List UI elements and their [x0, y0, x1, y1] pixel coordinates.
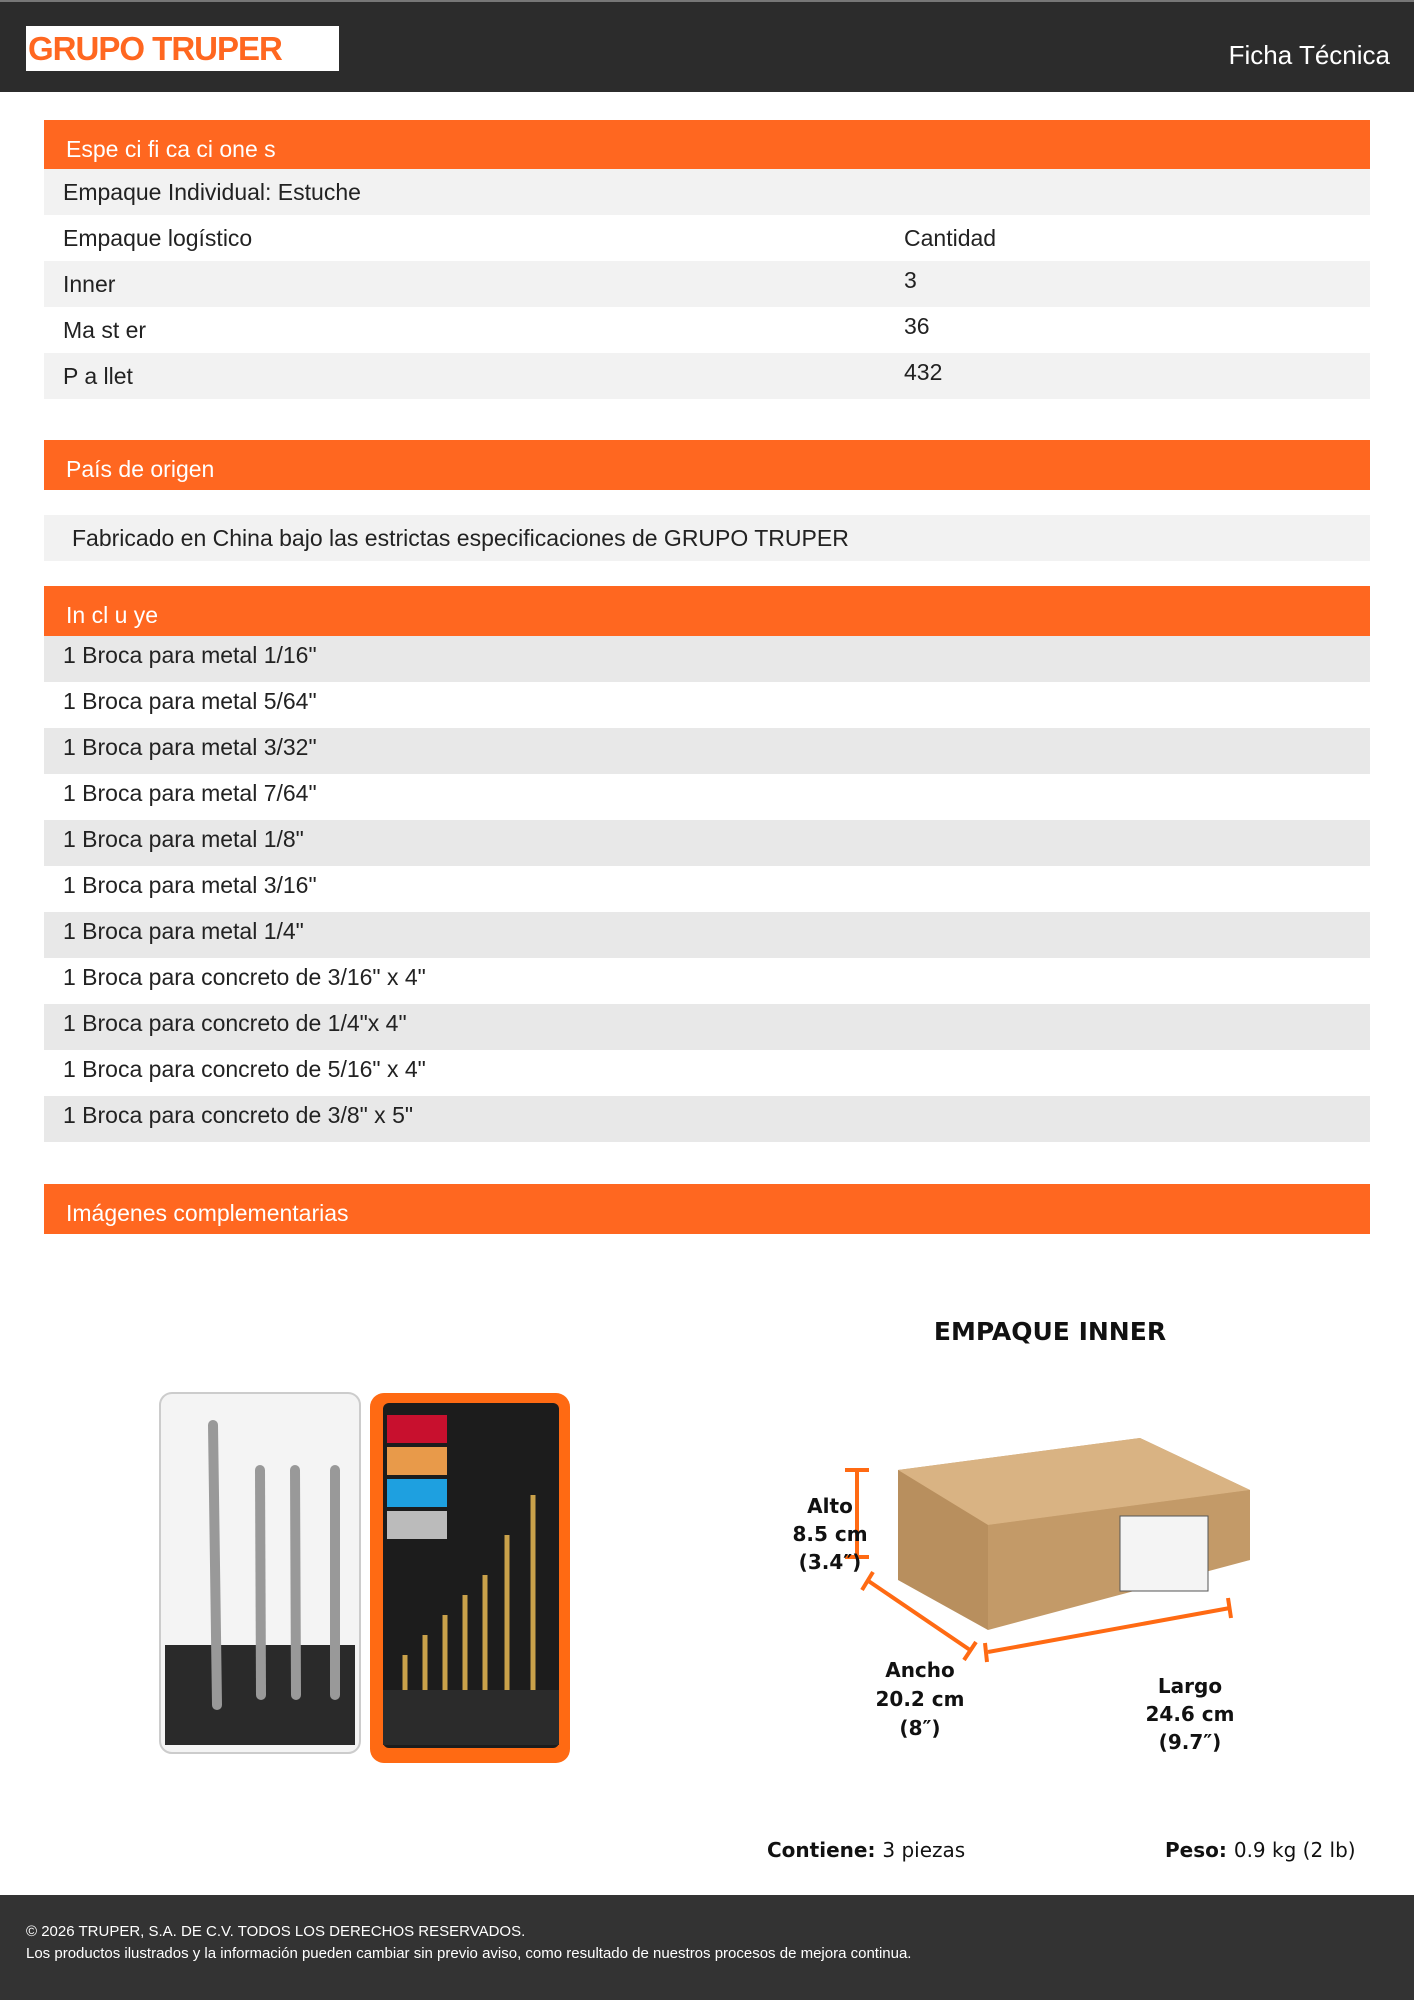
spec-value: 3: [904, 267, 917, 293]
spec-individual: [44, 169, 1370, 215]
spec-value: 36: [904, 313, 930, 339]
footer-notice: Los productos ilustrados y la información pueden cambiar sin previo aviso, como resultado de nuestros procesos de mejora continua.: [26, 1945, 912, 1962]
include-item: 1 Broca para concreto de 3/8" x 5": [44, 1096, 1370, 1142]
spec-label: Inner: [63, 271, 116, 297]
alto-in: (3.4″): [798, 1550, 862, 1574]
logistic-label: Empaque logístico: [63, 225, 253, 251]
section-header-origin: País de origen: [44, 440, 1370, 490]
peso-value: 0.9 kg (2 lb): [1233, 1838, 1356, 1862]
alto-label: [770, 1492, 890, 1576]
contiene-text: [767, 1836, 965, 1864]
spec-label: Ma st er: [63, 317, 147, 343]
include-item: 1 Broca para metal 1/16": [44, 636, 1370, 682]
peso-label: Peso:: [1165, 1838, 1227, 1862]
include-item: 1 Broca para metal 5/64": [63, 688, 317, 714]
origin-text: Fabricado en China bajo las estrictas especificaciones de GRUPO TRUPER: [44, 515, 1370, 561]
include-item: 1 Broca para concreto de 3/16" x 4": [63, 964, 426, 990]
spec-label: P a llet: [63, 363, 133, 389]
spec-individual-text: Empaque Individual: Estuche: [63, 179, 361, 205]
include-item: [44, 1142, 1370, 1188]
ancho-title: Ancho: [885, 1658, 955, 1682]
spec-value: 432: [904, 359, 943, 385]
alto-cm: 8.5 cm: [792, 1522, 868, 1546]
ancho-in: (8″): [899, 1716, 941, 1740]
quantity-label: Cantidad: [904, 225, 997, 251]
largo-in: (9.7″): [1158, 1730, 1222, 1754]
ancho-label: [860, 1656, 980, 1743]
page-header: [0, 0, 1414, 92]
spec-row: [44, 353, 1370, 399]
spec-logistic-header: [44, 215, 1370, 261]
peso-text: [1165, 1836, 1356, 1864]
spec-row: [44, 307, 1370, 353]
include-item: 1 Broca para metal 3/16": [63, 872, 317, 898]
copyright: © 2026 TRUPER, S.A. DE C.V. TODOS LOS DERECHOS RESERVADOS.: [26, 1923, 526, 1940]
largo-label: [1130, 1672, 1250, 1756]
section-header-images: Imágenes complementarias: [44, 1184, 1370, 1234]
ancho-cm: 20.2 cm: [875, 1687, 965, 1711]
include-item: 1 Broca para concreto de 1/4"x 4": [44, 1004, 1370, 1050]
contiene-label: Contiene:: [767, 1838, 876, 1862]
include-item: 1 Broca para metal 1/8": [44, 820, 1370, 866]
largo-cm: 24.6 cm: [1145, 1702, 1235, 1726]
include-item: 1 Broca para concreto de 5/16" x 4": [63, 1056, 426, 1082]
section-header-specs: Espe ci fi ca ci one s: [44, 120, 1370, 170]
include-item: 1 Broca para metal 3/32": [44, 728, 1370, 774]
document-title: Ficha Técnica: [1228, 40, 1390, 70]
brand-logo: GRUPO TRUPER: [26, 26, 339, 71]
include-item: 1 Broca para metal 7/64": [63, 780, 317, 806]
product-image-drill-set: [155, 1385, 575, 1765]
inner-title: EMPAQUE INNER: [933, 1317, 1167, 1346]
alto-title: Alto: [807, 1494, 853, 1518]
section-header-includes: In cl u ye: [44, 586, 1370, 636]
largo-title: Largo: [1157, 1674, 1223, 1698]
spec-row: [44, 261, 1370, 307]
contiene-value: 3 piezas: [882, 1838, 966, 1862]
include-item: 1 Broca para metal 1/4": [44, 912, 1370, 958]
page-footer: [0, 1895, 1414, 2000]
